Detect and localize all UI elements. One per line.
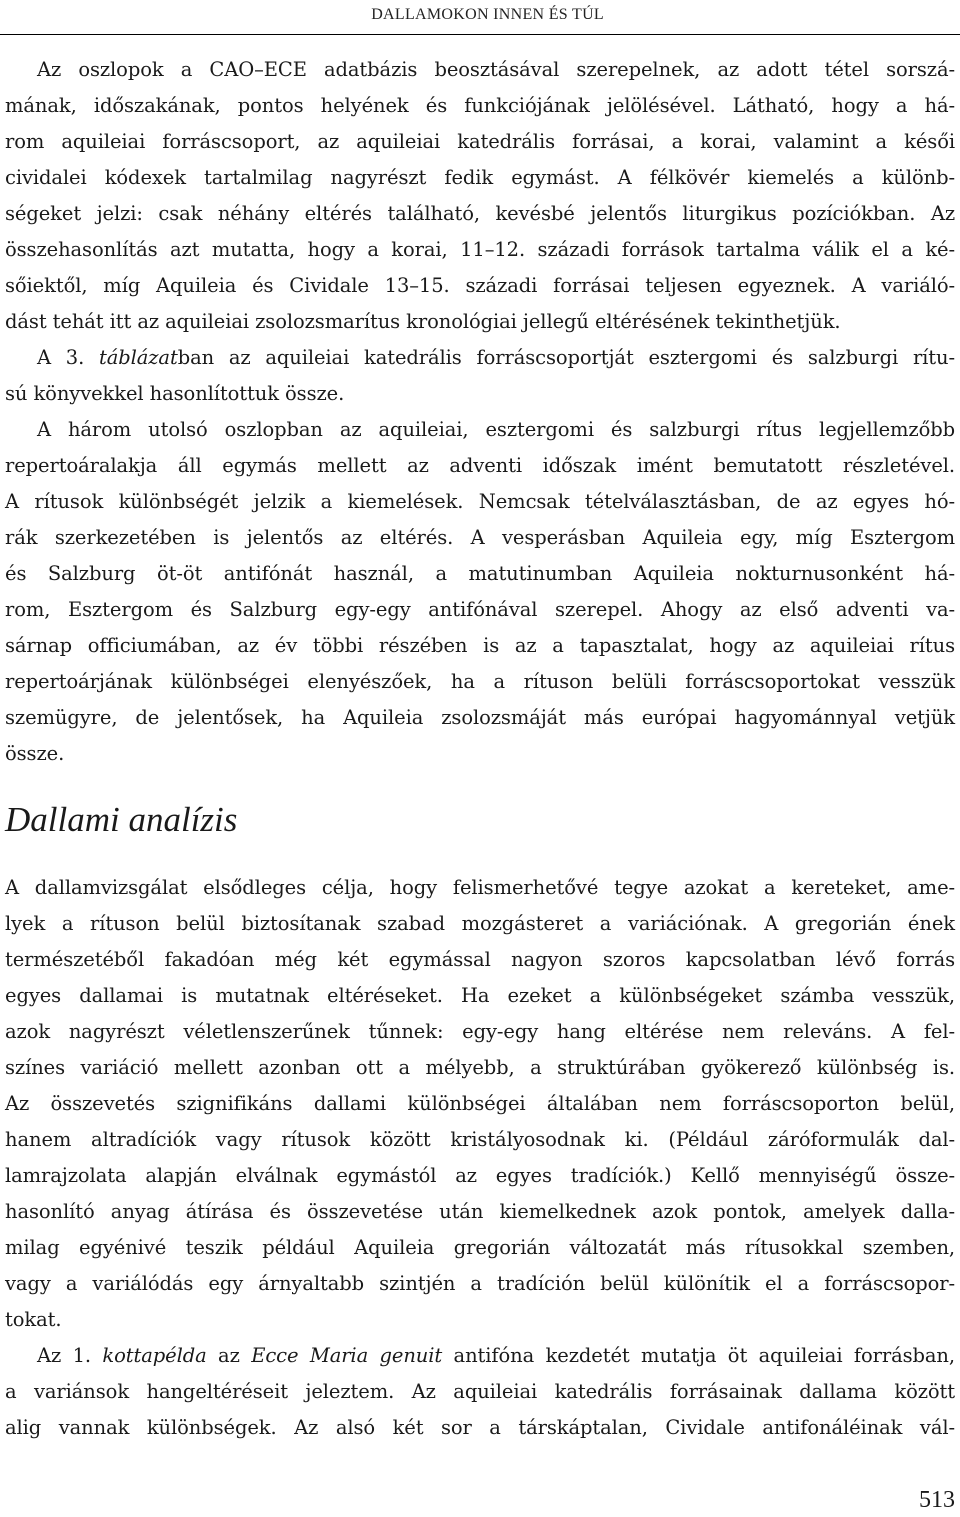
text-block-1 [5, 52, 955, 772]
paragraph-line: össze. [5, 742, 65, 765]
paragraph-line: A három utolsó oszlopban az aquileiai, esztergomi és salzburgi rítus legjellemzőbb [37, 418, 955, 441]
paragraph-line: repertoárjának különbségei elenyészőek, ha a rítuson belüli forráscsoportokat vesszük [5, 670, 955, 693]
paragraph-line: alig vannak különbségek. Az alsó két sor a társkáptalan, Cividale antifonáléinak vál- [5, 1416, 955, 1439]
paragraph-line: ségeket jelzi: csak néhány eltérés található, kevésbé jelentős liturgikus pozíciókban. Az [5, 202, 955, 225]
paragraph-line: színes variáció mellett azonban ott a mélyebb, a struktúrában gyökerező különbség is. [5, 1056, 955, 1079]
paragraph-line: hasonlító anyag átírása és összevetése után kiemelkednek azok pontok, amelyek dalla- [5, 1200, 955, 1223]
text-run: antifóna kezdetét mutatja öt aquileiai forrásban, [442, 1344, 955, 1367]
paragraph-line: rák szerkezetében is jelentős az eltérés. A vesperásban Aquileia egy, míg Esztergom [5, 526, 955, 549]
section-heading: Dallami analízis [5, 800, 238, 839]
table-reference: táblázat [98, 346, 178, 369]
page-number: 513 [919, 1487, 955, 1513]
paragraph-line: milag egyénivé teszik például Aquileia gregorián változatát más rítusokkal szemben, [5, 1236, 955, 1259]
paragraph-line: szemügyre, de jelentősek, ha Aquileia zsolozsmáját más európai hagyománnyal vetjük [5, 706, 955, 729]
paragraph-line [5, 1338, 955, 1374]
paragraph-line: rom aquileiai forráscsoport, az aquileiai katedrális forrásai, a korai, valamint a késői [5, 130, 955, 153]
chant-title: Ecce Maria genuit [251, 1344, 443, 1367]
paragraph-line: sárnap officiumában, az év többi részében is az a tapasztalat, hogy az aquileiai rítus [5, 634, 955, 657]
paragraph-line: azok nagyrészt véletlenszerűnek tűnnek: egy-egy hang eltérése nem releváns. A fel- [5, 1020, 955, 1043]
paragraph-line: repertoáralakja áll egymás mellett az adventi időszak imént bemutatott részletével. [5, 454, 955, 477]
paragraph-line: Az oszlopok a CAO–ECE adatbázis beosztásával szerepelnek, az adott tétel sorszá- [37, 58, 955, 81]
paragraph-line: természetéből fakadóan még két egymással nagyon szoros kapcsolatban lévő forrás [5, 948, 955, 971]
text-run: A 3. [37, 346, 99, 369]
text-block-2 [5, 870, 955, 1446]
paragraph-line: rom, Esztergom és Salzburg egy-egy antifónával szerepel. Ahogy az első adventi va- [5, 598, 955, 621]
text-run: az [206, 1344, 252, 1367]
paragraph-line: sőiektől, míg Aquileia és Cividale 13–15. századi forrásai teljesen egyeznek. A variáló- [5, 274, 955, 297]
paragraph-line: A dallamvizsgálat elsődleges célja, hogy felismerhetővé tegye azokat a kereteket, ame- [5, 876, 955, 899]
paragraph-line: sú könyvekkel hasonlítottuk össze. [5, 382, 345, 405]
paragraph-line: hanem altradíciók vagy rítusok között kristályosodnak ki. (Például záróformulák dal- [5, 1128, 955, 1151]
running-head: DALLAMOKON INNEN ÉS TÚL [371, 6, 604, 23]
paragraph-line: lamrajzolata alapján elválnak egymástól az egyes tradíciók.) Kellő mennyiségű össze- [5, 1164, 955, 1187]
paragraph-line: A rítusok különbségét jelzik a kiemelések. Nemcsak tételválasztásban, de az egyes hó- [5, 490, 955, 513]
header-rule [0, 34, 960, 35]
paragraph-line: dást tehát itt az aquileiai zsolozsmarítus kronológiai jellegű eltérésének tekinthetjük. [5, 310, 841, 333]
paragraph-line: Az összevetés szignifikáns dallami különbségei általában nem forráscsoporton belül, [5, 1092, 955, 1115]
paragraph-line: összehasonlítás azt mutatta, hogy a korai, 11–12. századi források tartalma válik el a ké- [5, 238, 955, 261]
paragraph-line: és Salzburg öt-öt antifónát használ, a matutinumban Aquileia nokturnusonként há- [5, 562, 955, 585]
paragraph-line: tokat. [5, 1308, 62, 1331]
paragraph-line: mának, időszakának, pontos helyének és funkciójának jelölésével. Látható, hogy a há- [5, 94, 955, 117]
text-run: Az 1. [37, 1344, 103, 1367]
paragraph-line: vagy a variálódás egy árnyaltabb szintjén a tradíción belül különítik el a forráscsopor- [5, 1272, 955, 1295]
paragraph-line: lyek a rítuson belül biztosítanak szabad mozgásteret a variációnak. A gregorián ének [5, 912, 955, 935]
text-run: ban az aquileiai katedrális forráscsoportját esztergomi és salzburgi rítu- [177, 346, 955, 369]
paragraph-line [5, 340, 955, 376]
paragraph-line: a variánsok hangeltéréseit jeleztem. Az aquileiai katedrális forrásainak dallama között [5, 1380, 955, 1403]
paragraph-line: cividalei kódexek tartalmilag nagyrészt fedik egymást. A félkövér kiemelés a különb- [5, 166, 955, 189]
paragraph-line: egyes dallamai is mutatnak eltéréseket. Ha ezeket a különbségeket számba vesszük, [5, 984, 955, 1007]
example-reference: kottapélda [102, 1344, 207, 1367]
